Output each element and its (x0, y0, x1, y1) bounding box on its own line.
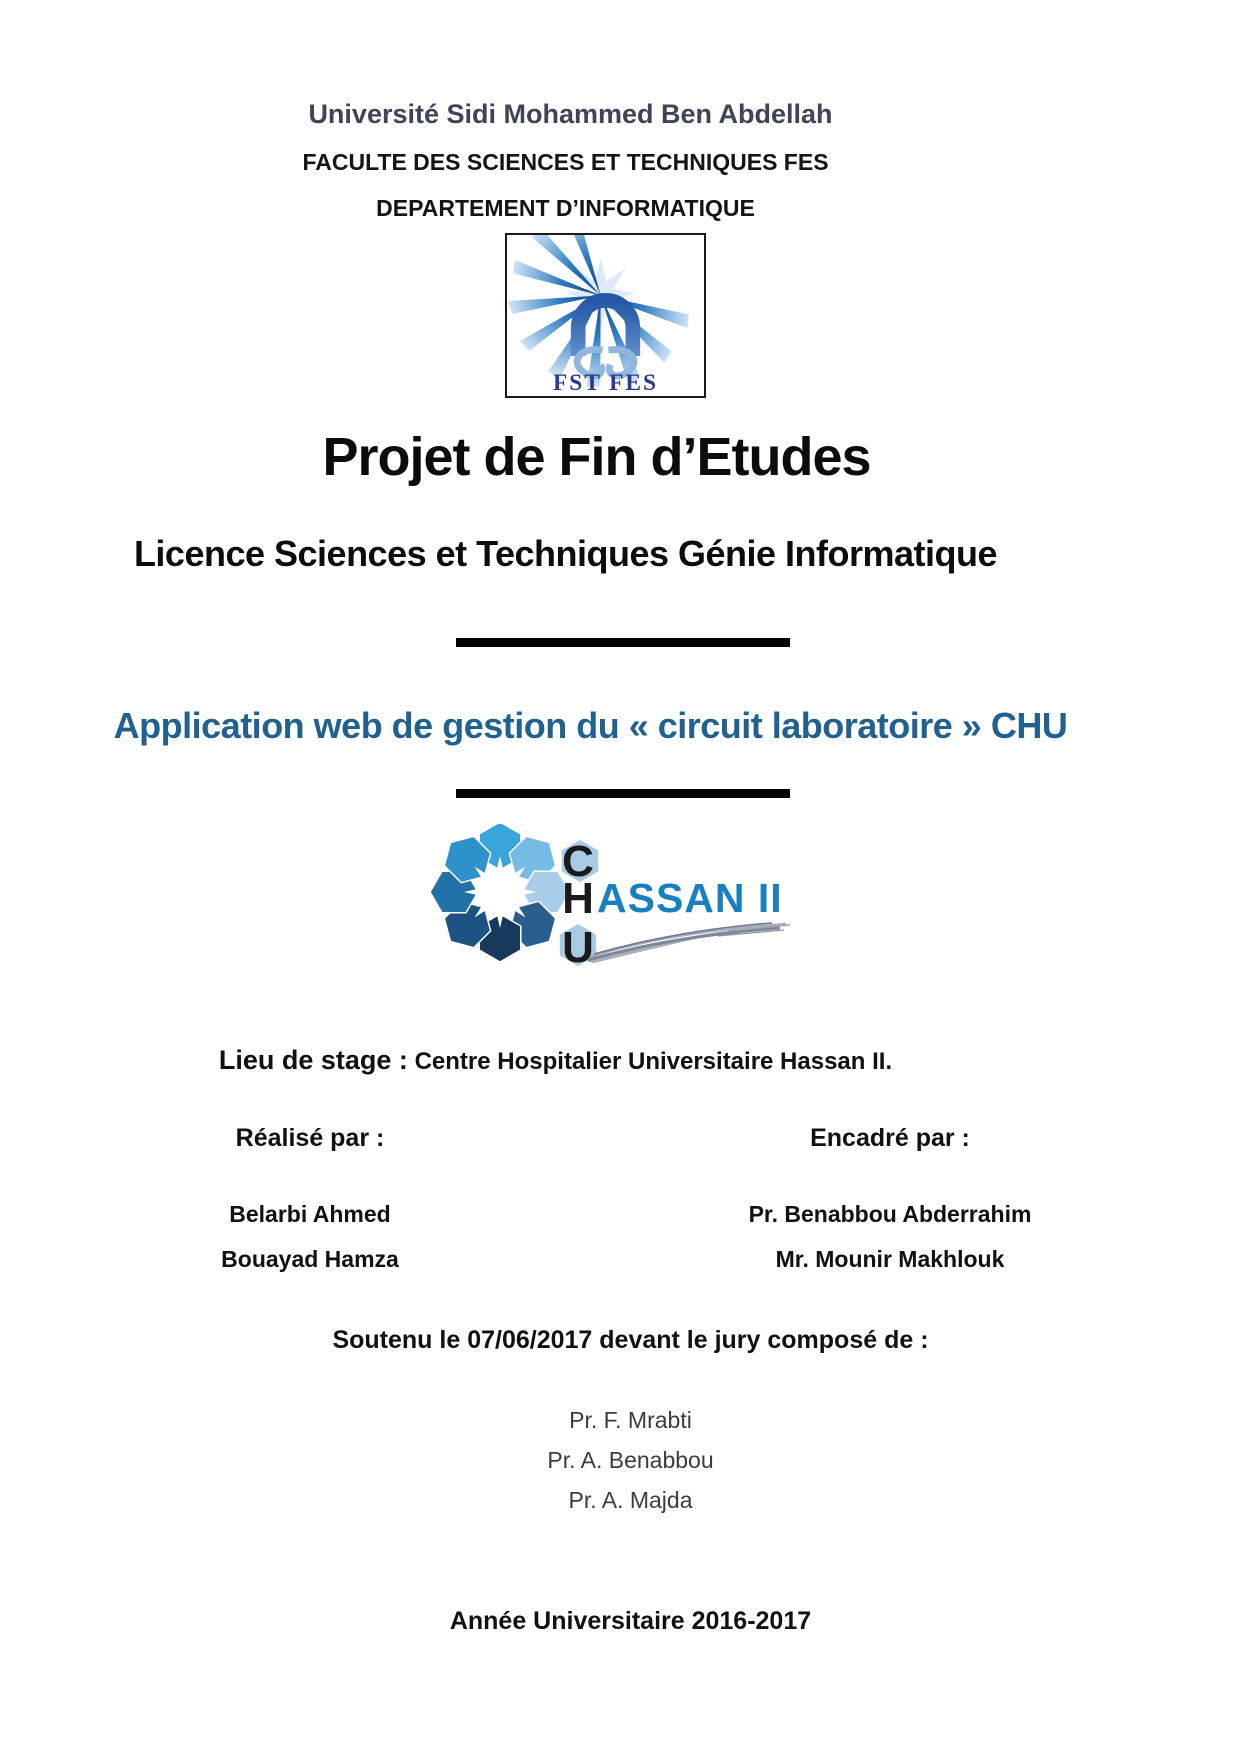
supervised-by-label: Encadré par : (810, 1124, 970, 1152)
chu-logo-graphic (428, 824, 798, 974)
page-title: Projet de Fin d’Etudes (322, 427, 871, 487)
chu-letter-u: U (562, 923, 594, 972)
chu-logo-swoosh (586, 923, 790, 963)
jury-member-1: Pr. F. Mrabti (569, 1407, 692, 1433)
supervisor-2: Mr. Mounir Makhlouk (775, 1246, 1005, 1272)
author-1: Belarbi Ahmed (229, 1201, 391, 1227)
internship-label: Lieu de stage : (218, 1045, 408, 1075)
divider-bottom (456, 789, 790, 798)
university-name: Université Sidi Mohammed Ben Abdellah (308, 99, 833, 129)
realized-by-label: Réalisé par : (235, 1124, 385, 1152)
supervisor-1: Pr. Benabbou Abderrahim (748, 1201, 1032, 1227)
degree-subtitle: Licence Sciences et Techniques Génie Informatique (133, 533, 998, 574)
fst-logo-caption: FST FES (553, 370, 658, 396)
jury-member-2: Pr. A. Benabbou (547, 1447, 714, 1473)
chu-letter-c: C (562, 837, 594, 886)
internship-line (0, 1044, 1111, 1078)
chu-hassan-text: ASSAN II (597, 875, 783, 921)
internship-value: Centre Hospitalier Universitaire Hassan II. (414, 1048, 893, 1075)
academic-year: Année Universitaire 2016-2017 (449, 1607, 812, 1635)
defense-statement: Soutenu le 07/06/2017 devant le jury composé de : (332, 1326, 929, 1354)
divider-top (456, 638, 790, 647)
author-2: Bouayad Hamza (221, 1246, 399, 1272)
chu-letter-h: H (562, 874, 594, 923)
fst-fes-logo (505, 233, 706, 398)
chu-logo-star (464, 856, 536, 928)
department-name: DEPARTEMENT D’INFORMATIQUE (376, 195, 755, 221)
chu-hassan-ii-logo (428, 824, 798, 974)
fst-fes-logo-graphic (507, 235, 704, 396)
project-title: Application web de gestion du « circuit laboratoire » CHU (113, 705, 1068, 746)
jury-member-3: Pr. A. Majda (568, 1487, 693, 1513)
faculty-name: FACULTE DES SCIENCES ET TECHNIQUES FES (302, 149, 829, 175)
